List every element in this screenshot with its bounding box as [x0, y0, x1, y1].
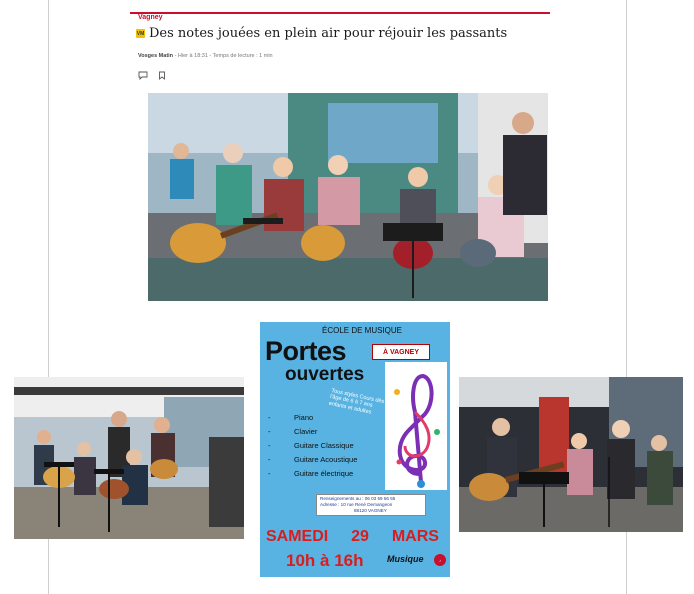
instrument-item: - Piano	[268, 412, 314, 422]
flyer-date	[266, 528, 439, 546]
flyer-contact-box	[316, 494, 426, 516]
flyer-hours: 10h à 16h	[286, 551, 364, 570]
bookmark-icon[interactable]	[158, 71, 166, 80]
flyer-ages-text: Tous styles Cours dès l'âge de 6 à 7 ans enfants et adultes	[328, 388, 385, 416]
article-category[interactable]: Vagney	[138, 14, 163, 21]
source-logo-icon: VM	[136, 30, 145, 37]
flyer-day: SAMEDI	[266, 528, 329, 545]
comment-icon[interactable]	[138, 71, 148, 80]
article-photo	[148, 93, 548, 301]
instrument-item: - Guitare Classique	[268, 440, 354, 450]
flyer-title-line1: Portes	[265, 336, 347, 366]
instrument-list	[268, 410, 357, 480]
photo-musicians-left	[14, 377, 244, 539]
treble-clef-icon	[385, 362, 447, 490]
instrument-item: - Guitare Acoustique	[268, 454, 358, 464]
instrument-item: - Clavier	[268, 426, 318, 436]
article-top-rule	[130, 12, 550, 14]
news-article	[130, 8, 550, 304]
article-source: Vosges Matin	[138, 53, 174, 59]
article-headline: Des notes jouées en plein air pour réjouir les passants	[149, 26, 508, 41]
flyer-city: 88120 VAGNEY	[354, 507, 387, 513]
open-house-flyer	[260, 322, 450, 577]
flyer-school-name: ÉCOLE DE MUSIQUE	[322, 326, 403, 335]
article-actions	[138, 71, 166, 80]
article-meta-text: - Hier à 18:31 - Temps de lecture : 1 min	[173, 53, 273, 59]
headline-row	[136, 26, 507, 41]
flyer-address: Adresse : 10 rue René Demangeon	[320, 501, 393, 507]
flyer-month: MARS	[391, 528, 439, 545]
flyer-footer-label: Musique	[387, 554, 424, 564]
flyer-phone: Renseignements au : 06 03 59 56 55	[320, 496, 396, 501]
article-meta	[138, 53, 273, 59]
flyer-date-number: 29	[351, 528, 369, 545]
photo-musicians-right	[459, 377, 683, 532]
music-logo-icon: ♪	[434, 554, 446, 566]
instrument-item: - Guitare électrique	[268, 468, 354, 478]
flyer-location-badge: À VAGNEY	[372, 344, 430, 360]
flyer-title-line2: ouvertes	[285, 364, 365, 385]
